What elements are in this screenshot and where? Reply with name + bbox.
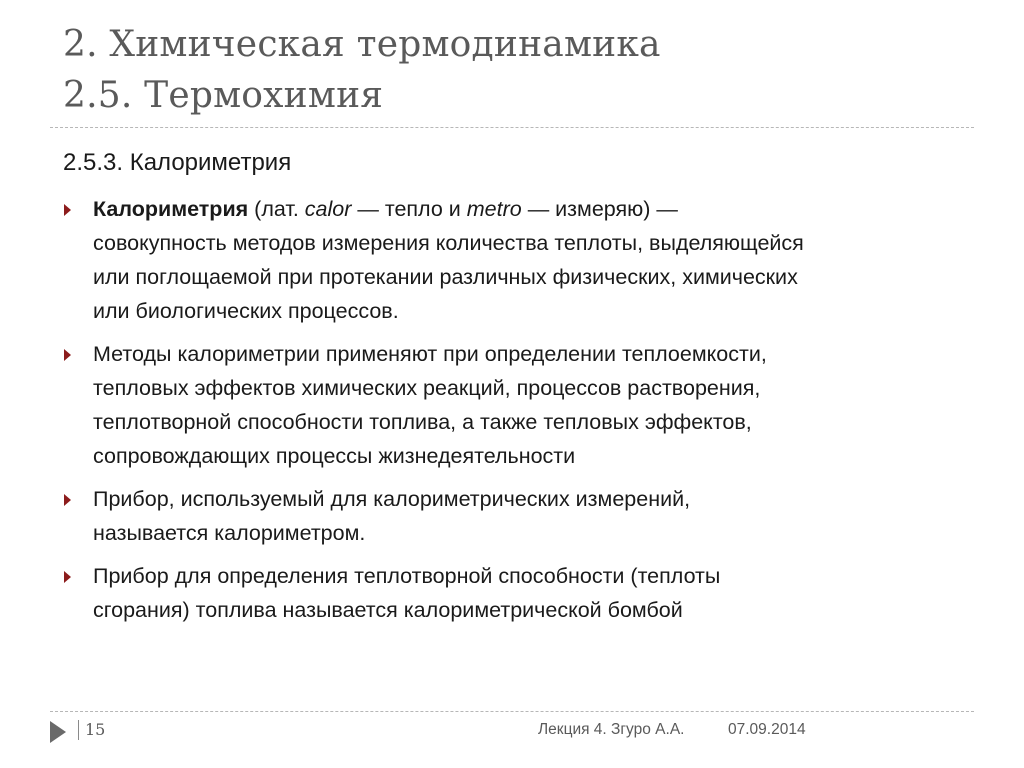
- text: (лат.: [248, 197, 305, 221]
- triangle-right-icon: [64, 571, 71, 583]
- triangle-right-icon: [64, 494, 71, 506]
- bullet-item: [60, 337, 970, 473]
- latin-word: calor: [304, 197, 352, 221]
- bullet-line: сопровождающих процессы жизнедеятельности: [93, 444, 576, 468]
- footer-date: 07.09.2014: [728, 721, 806, 738]
- text: — тепло и: [351, 197, 467, 221]
- play-arrow-icon[interactable]: [50, 721, 66, 743]
- bullet-item: [60, 192, 970, 328]
- footer-lecture: Лекция 4. Згуро А.А.: [538, 721, 685, 738]
- bullet-line: [93, 192, 970, 226]
- latin-word: metro: [466, 197, 522, 221]
- bullet-item: [60, 482, 970, 550]
- bullet-line: сгорания) топлива называется калориметрической бомбой: [93, 598, 683, 622]
- bullet-line: называется калориметром.: [93, 521, 366, 545]
- bullet-line: тепловых эффектов химических реакций, процессов растворения,: [93, 376, 761, 400]
- bullet-line: Методы калориметрии применяют при определении теплоемкости,: [93, 342, 767, 366]
- bullet-item: [60, 559, 970, 627]
- text: — измеряю) —: [521, 197, 678, 221]
- title-divider: [50, 127, 974, 128]
- bullet-line: или биологических процессов.: [93, 299, 399, 323]
- bullet-list: [60, 192, 970, 636]
- bullet-line: теплотворной способности топлива, а также тепловых эффектов,: [93, 410, 752, 434]
- triangle-right-icon: [64, 204, 71, 216]
- section-subtitle: 2.5.3. Калориметрия: [63, 149, 292, 176]
- title-line-1: 2. Химическая термодинамика: [63, 24, 661, 65]
- footer-divider: [50, 711, 974, 712]
- bullet-line: Прибор, используемый для калориметрических измерений,: [93, 487, 691, 511]
- slide-title: [63, 19, 963, 121]
- title-line-2: 2.5. Термохимия: [63, 75, 384, 116]
- bullet-line: совокупность методов измерения количества теплоты, выделяющейся: [93, 231, 804, 255]
- bullet-line: Прибор для определения теплотворной способности (теплоты: [93, 564, 721, 588]
- page-number: 15: [78, 720, 105, 740]
- term: Калориметрия: [93, 197, 249, 221]
- triangle-right-icon: [64, 349, 71, 361]
- bullet-line: или поглощаемой при протекании различных физических, химических: [93, 265, 798, 289]
